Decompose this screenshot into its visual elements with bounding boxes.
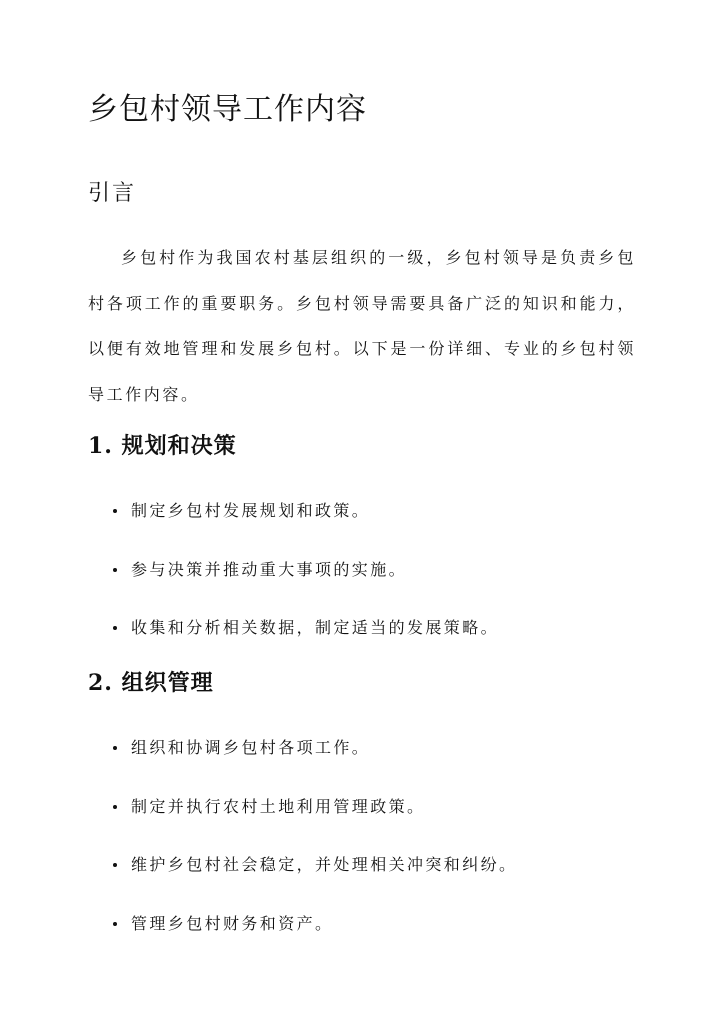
bullet-icon xyxy=(113,746,117,750)
bullet-icon xyxy=(113,626,117,630)
list-item xyxy=(88,498,636,557)
bullet-icon xyxy=(113,922,117,926)
planning-list xyxy=(88,498,636,674)
list-item-text: 制定并执行农村土地利用管理政策。 xyxy=(131,796,426,816)
list-item xyxy=(88,735,636,794)
document-title: 乡包村领导工作内容 xyxy=(88,92,367,127)
list-item-text: 参与决策并推动重大事项的实施。 xyxy=(131,559,408,579)
section-heading-planning: 1. 规划和决策 xyxy=(88,433,237,459)
bullet-icon xyxy=(113,863,117,867)
bullet-icon xyxy=(113,805,117,809)
list-item-text: 维护乡包村社会稳定，并处理相关冲突和纠纷。 xyxy=(131,855,518,874)
list-item xyxy=(88,911,636,970)
list-item-text: 收集和分析相关数据，制定适当的发展策略。 xyxy=(131,618,500,637)
list-item-text: 组织和协调乡包村各项工作。 xyxy=(131,738,371,757)
list-item xyxy=(88,794,636,853)
list-item xyxy=(88,557,636,616)
intro-heading: 引言 xyxy=(88,181,137,206)
list-item-text: 管理乡包村财务和资产。 xyxy=(131,913,334,933)
section-heading-organization: 2. 组织管理 xyxy=(88,670,214,696)
list-item xyxy=(88,852,636,911)
bullet-icon xyxy=(113,568,117,572)
list-item-text: 制定乡包村发展规划和政策。 xyxy=(131,501,371,520)
organization-list xyxy=(88,735,636,969)
bullet-icon xyxy=(113,509,117,513)
intro-paragraph: 乡包村作为我国农村基层组织的一级，乡包村领导是负责乡包村各项工作的重要职务。乡包村领导需要具备广泛的知识和能力，以便有效地管理和发展乡包村。以下是一份详细、专业的乡包村领导工作内容。 xyxy=(88,248,636,404)
list-item xyxy=(88,615,636,674)
